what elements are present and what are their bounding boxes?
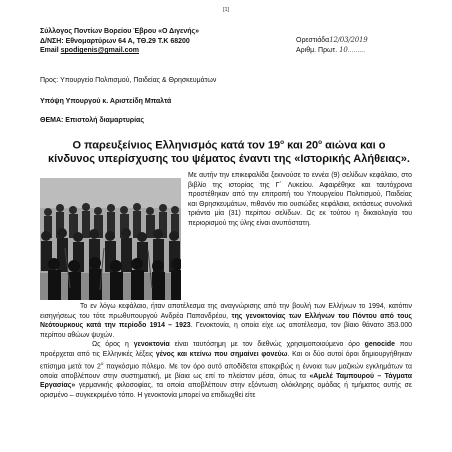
historical-photo <box>40 178 181 300</box>
paragraph-1: Με αυτήν την επικεφαλίδα ξεκινούσε το εννέα (9) σελίδων κεφάλαιο, στο βιβλίο της ιστορίας της Γ΄ Λυκείου. Αφαιρέθηκε και ταυτόχρονα προστέθηκαν από την επιτροπή του Υπουργείου Πολιτισμού, Παιδείας και Θρησκευμάτων, πιθανόν πιο ουσιώδες κεφάλαια, εκτάσεως συνολικά τριάντα μία (31) περίπου σελίδων. Ως εκ τούτου η δικαιολογία του περιορισμού της ύλης είναι ανυπόστατη. <box>188 172 412 227</box>
document-title: Ο παρευξείνιος Ελληνισμός κατά τον $19^o$ και $20^o$ αιώνα και ο κίνδυνος υπερίσχυσης του ψέματος έναντι της «Ιστορικής Αλήθειας». <box>48 139 410 165</box>
date-value: 12/03/2019 <box>329 36 368 44</box>
protocol-line: Αριθμ. Πρωτ. 10......... <box>296 45 366 54</box>
date-line <box>296 36 368 46</box>
org-address: Δ/ΝΣΗ: Εθνομαρτύρων 64 Α, ΤΘ.29 Τ.Κ 68200 <box>40 37 190 45</box>
email-label: Email <box>40 47 61 54</box>
email-line <box>40 46 199 56</box>
protocol-value: 10 <box>339 45 348 54</box>
date-protocol-block <box>296 36 368 55</box>
sender-header <box>40 27 199 56</box>
attention-line: Υπόψη Υπουργού κ. Αριστείδη Μπαλτά <box>40 98 172 105</box>
email-link[interactable]: spodigenis@gmail.com <box>60 47 140 54</box>
date-label: Ορεστιάδα <box>296 37 330 44</box>
recipient-line: Προς: Υπουργείο Πολιτισμού, Παιδείας & Θρησκευμάτων <box>40 77 217 84</box>
paragraph-3: Ως όρος η γενοκτονία είναι ταυτόσημη με τον διεθνώς χρησιμοποιούμενο όρο genocide που προέρχεται από τις Ελληνικές λέξεις γένος και κτείνω που σημαίνει φονεύω. Και οι δύο αυτοί όροι δημιουργήθηκαν επίσημα μετά τον $2^o$ παγκόσμιο πόλεμο. Με τον όρο αυτό αποδίδεται επακριβώς η έννοια των μαζικών εγκλημάτων τα οποία αποβλέπουν στην συστηματική, με βίαια ως επί το πλείστον μέσα, όπως τα «Αμελέ Ταμπουρού – Τάγματα Εργασίας» γερμανικής φιλοσοφίας, τα οποία αποβλέπουν στην εξόντωση ολόκληρης ομάδας ή τμήματος αυτής σε ορισμένο – συγκεκριμένο τόπο. Η γενοκτονία μπορεί να επιδιωχθεί είτε <box>40 341 413 399</box>
paragraph-2: Το εν λόγω κεφάλαιο, ήταν αποτέλεσμα της αναγνώρισης από την βουλή των Ελλήνων το 1994, κατόπιν εισηγήσεως του τότε πρωθυπουργού Ανδρέα Παπανδρέου, της γενοκτονίας των Ελλήνων του Πόντου από τους Νεότουρκους κατά την περίοδο 1914 – 1923. Γενοκτονία, η οποία είχε ως αποτέλεσμα, τον βίαιο θάνατο 353.000 περίπου αθώων ψυχών. <box>40 303 412 339</box>
subject-line: ΘΕΜΑ: Επιστολή διαμαρτυρίας <box>40 117 144 124</box>
org-name: Σύλλογος Ποντίων Βορείου Έβρου «Ο Διγενής» <box>40 28 200 35</box>
page-number: [1] <box>222 7 230 13</box>
protocol-label: Αριθμ. Πρωτ. <box>296 46 338 54</box>
